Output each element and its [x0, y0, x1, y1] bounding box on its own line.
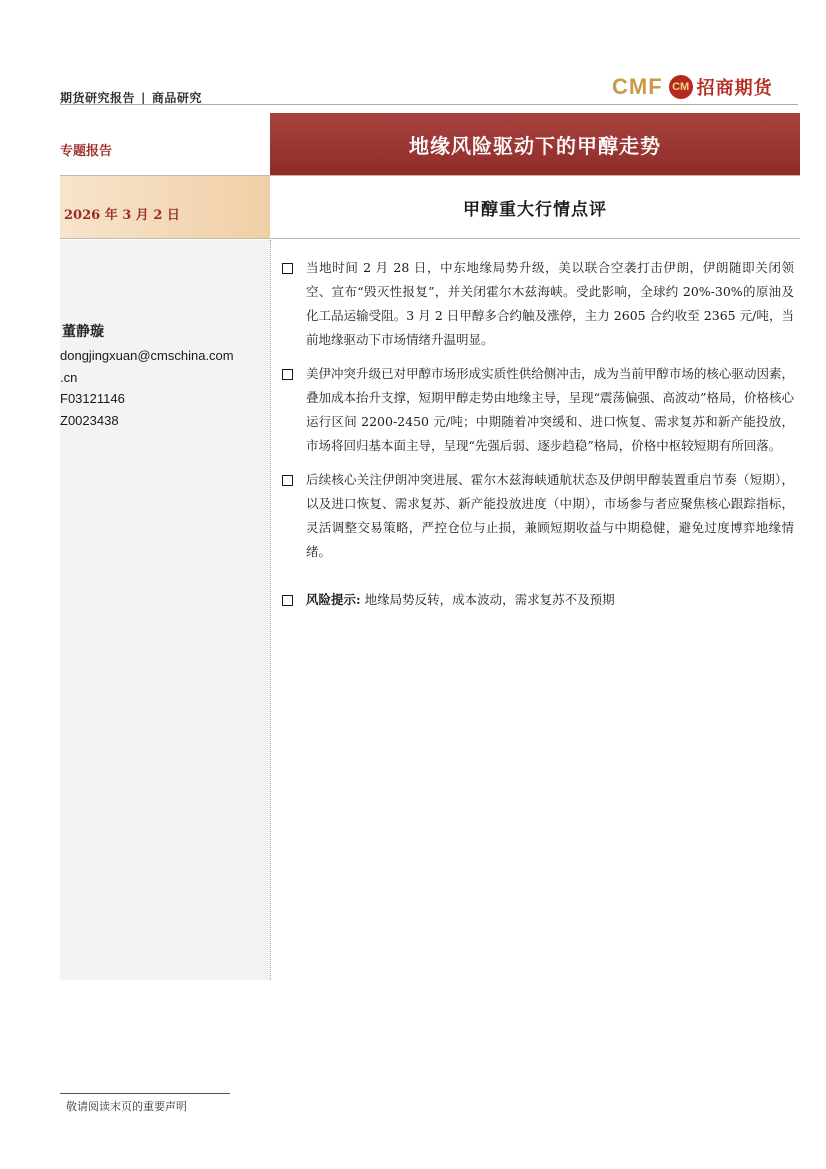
risk-paragraph	[306, 588, 794, 612]
subcategory-label: 商品研究	[151, 91, 202, 105]
checkbox-bullet-icon	[282, 595, 293, 606]
risk-warning	[282, 588, 794, 612]
header-divider	[60, 104, 798, 105]
bullet-text: 后续核心关注伊朗冲突进展、霍尔木兹海峡通航状态及伊朗甲醇装置重启节奏（短期），以及进口恢复、需求复苏、新产能投放进度（中期），市场参与者应聚焦核心跟踪指标，灵活调整交易策略，严控仓位与止损，兼顾短期收益与中期稳健，避免过度博弈地缘情绪。	[306, 472, 794, 559]
bullet-item	[282, 256, 794, 352]
subtitle-block	[270, 176, 800, 238]
checkbox-bullet-icon	[282, 475, 293, 486]
report-date: 2026 年 3 月 2 日	[64, 208, 180, 223]
bullet-text: 当地时间 2 月 28 日，中东地缘局势升级，美以联合空袭打击伊朗，伊朗随即关闭领空、宣布“毁灭性报复”，并关闭霍尔木兹海峡。受此影响，全球约 20%-30%的原油及化工品运输受阻。3 月 2 日甲醇多合约触及涨停，主力 2605 合约收至 2365 元/吨，当前地缘驱动下市场情绪升温明显。	[306, 260, 794, 347]
bullet-text: 美伊冲突升级已对甲醇市场形成实质性供给侧冲击，成为当前甲醇市场的核心驱动因素，叠加成本抬升支撑，短期甲醇走势由地缘主导，呈现“震荡偏强、高波动”格局，价格核心运行区间 2200-2450 元/吨；中期随着冲突缓和、进口恢复、需求复苏和新产能投放，市场将回归基本面主导，呈现“先强后弱、逐步趋稳”格局，价格中枢较短期有所回落。	[306, 366, 794, 453]
logo-mark-text: CM	[672, 81, 690, 93]
risk-text: 地缘局势反转，成本波动，需求复苏不及预期	[364, 592, 615, 607]
subtitle-divider	[60, 238, 800, 239]
logo-chinese: 招商期货	[696, 78, 773, 99]
category-separator: |	[141, 91, 146, 105]
logo-mark-icon	[669, 75, 693, 99]
analyst-email-cont: .cn	[60, 369, 78, 385]
report-title: 地缘风险驱动下的甲醇走势	[409, 133, 661, 158]
sidebar-divider	[270, 240, 271, 980]
bullet-item	[282, 362, 794, 458]
category-label: 期货研究报告	[60, 91, 136, 105]
report-body	[282, 256, 794, 622]
footer-disclaimer: 敬请阅读末页的重要声明	[66, 1100, 187, 1113]
analyst-email: dongjingxuan@cmschina.com	[60, 348, 234, 363]
logo-latin: CMF	[612, 74, 663, 99]
risk-label: 风险提示:	[306, 592, 361, 607]
analyst-name: 董静璇	[62, 324, 104, 340]
checkbox-bullet-icon	[282, 263, 293, 274]
analyst-license-z: Z0023438	[60, 412, 119, 428]
report-type-label: 专题报告	[60, 144, 113, 159]
company-logo	[612, 72, 773, 102]
footer-divider	[60, 1093, 230, 1094]
title-banner	[270, 113, 800, 175]
checkbox-bullet-icon	[282, 369, 293, 380]
report-subtitle: 甲醇重大行情点评	[463, 199, 607, 220]
bullet-item	[282, 468, 794, 564]
analyst-license-f: F03121146	[60, 391, 125, 406]
analyst-contact	[60, 345, 265, 431]
